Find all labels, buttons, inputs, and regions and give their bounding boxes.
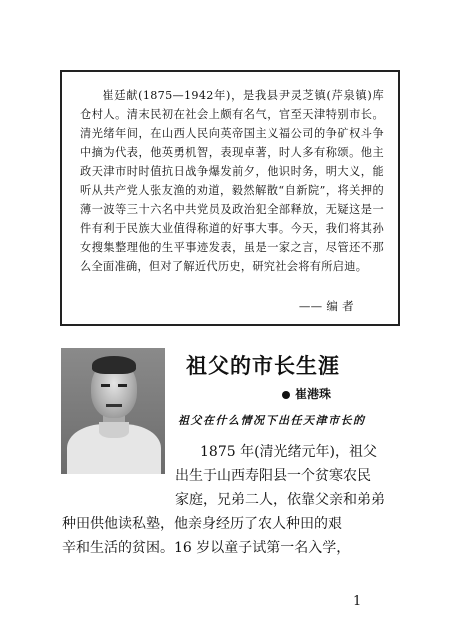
body-line: 辛和生活的贫困。16 岁以童子试第一名入学， bbox=[62, 540, 351, 556]
page-number: 1 bbox=[353, 594, 362, 609]
photo-eye-left bbox=[101, 384, 110, 387]
editor-note-box bbox=[60, 70, 400, 326]
body-line: 出生于山西寿阳县一个贫寒农民 bbox=[175, 468, 371, 484]
body-line: 1875 年(清光绪元年)，祖父 bbox=[200, 444, 378, 460]
portrait-photo bbox=[61, 348, 165, 474]
body-line: 种田供他读私塾，他亲身经历了农人种田的艰 bbox=[62, 516, 342, 532]
editor-signature: —— 编 者 bbox=[298, 299, 354, 313]
author-name: 崔港珠 bbox=[295, 387, 332, 401]
article-subtitle: 祖父在什么情况下出任天津市长的 bbox=[178, 414, 366, 427]
photo-collar bbox=[99, 422, 129, 438]
photo-hair bbox=[92, 356, 136, 374]
bullet-dot-icon bbox=[282, 391, 290, 399]
article-title: 祖父的市长生涯 bbox=[186, 354, 340, 378]
photo-eye-right bbox=[118, 384, 127, 387]
photo-mouth bbox=[106, 404, 122, 407]
editor-note-text: 崔廷献(1875—1942年)，是我县尹灵芝镇(芹泉镇)库仓村人。清末民初在社会上颇有名气，官至天津特别市长。清光绪年间，在山西人民向英帝国主义福公司的争矿权斗争中摘为代表，他英勇机智，表现卓著，时人多有称颂。他主政天津市时时值抗日战争爆发前夕，他识时务，明大义，能听从共产党人张友渔的劝道，毅然解散“自新院”，将关押的薄一波等三十六名中共党员及政治犯全部释放，无疑这是一件有利于民族大业值得称道的好事大事。今天，我们将其孙女搜集整理他的生平事迹发表，虽是一家之言，尽管还不那么全面准确，但对了解近代历史，研究社会将有所启迪。 bbox=[80, 89, 384, 273]
body-line: 家庭，兄弟二人，依靠父亲和弟弟 bbox=[175, 492, 385, 508]
article-author bbox=[282, 385, 331, 402]
